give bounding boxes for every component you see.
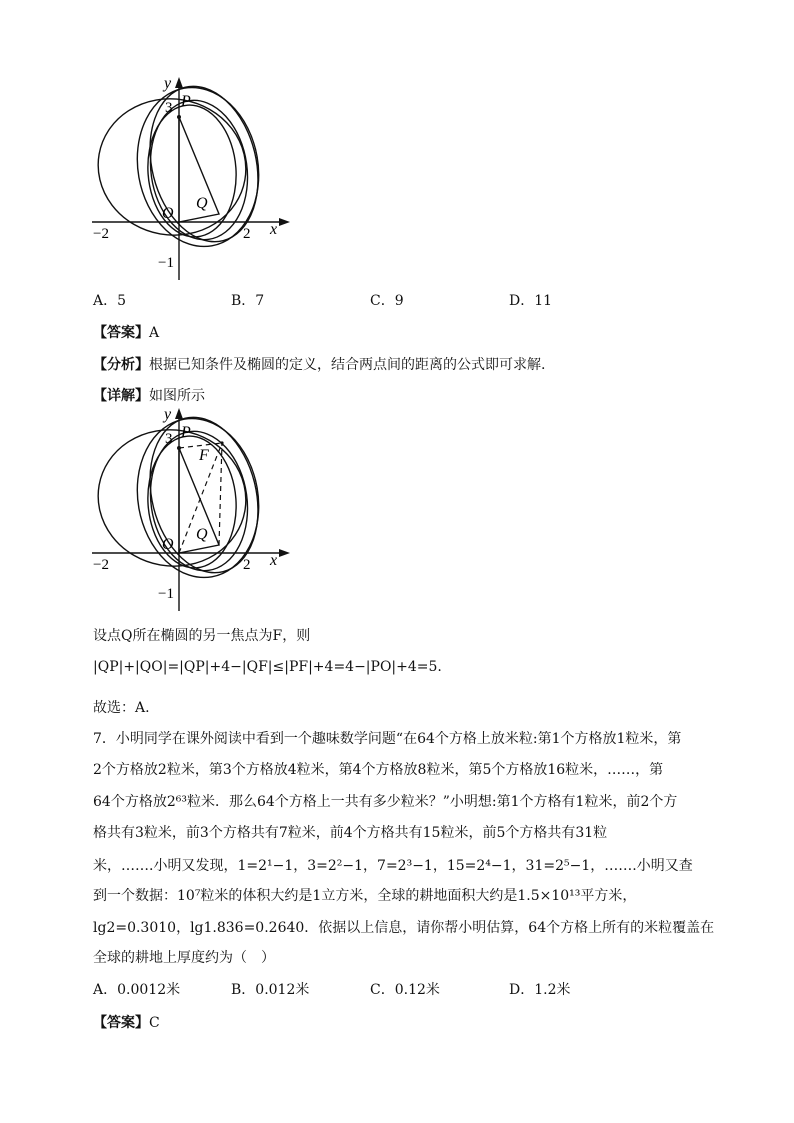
question-7-line-3: 64个方格放2⁶³粒米．那么64个方格上一共有多少粒米？”小明想:第1个方格有1粒米，前2个方 [93,794,678,810]
q7-option-b: B．0.012米 [231,982,310,998]
detail [93,385,205,405]
question-7-line-2: 2个方格放2粒米，第3个方格放4粒米，第4个方格放8粒米，第5个方格放16粒米，……，第 [93,762,664,778]
answer-tag: 【答案】 [93,325,149,341]
option-d: D．11 [509,293,553,309]
tick-label-x2: 2 [243,557,251,573]
x-axis-label: x [270,221,278,238]
choose-answer: 故选：A. [93,700,150,716]
tick-label-xm2: −2 [93,557,109,573]
analysis-tag: 【分析】 [93,357,149,373]
analysis-text: 根据已知条件及椭圆的定义，结合两点间的距离的公式即可求解. [149,357,546,373]
y-axis-label: y [164,75,172,92]
answer-value: A [149,325,160,341]
detail-tag: 【详解】 [93,388,149,404]
question-7-line-5: 米，…….小明又发现，1=2¹−1，3=2²−1，7=2³−1，15=2⁴−1，31=2⁵−1，…….小明又查 [93,858,693,874]
detail-text: 如图所示 [149,388,205,404]
equation: |QP|+|QO|=|QP|+4−|QF|≤|PF|+4=4−|PO|+4=5. [93,659,442,675]
answer-value: C [149,1015,160,1031]
tick-label-x2: 2 [243,226,251,242]
x-axis-label: x [270,552,278,569]
question-7-line-6: 到一个数据：10⁷粒米的体积大约是1立方米，全球的耕地面积大约是1.5×10¹³平方米， [93,888,637,904]
point-q-label: Q [196,526,208,543]
q7-option-c: C．0.12米 [370,982,440,998]
tick-label-ym1: −1 [158,255,174,271]
option-c: C．9 [370,293,404,309]
tick-label-xm2: −2 [93,226,109,242]
answer-2 [93,1012,160,1032]
dashed-line-qf [219,443,222,545]
point-q-label: Q [196,195,208,212]
figure-ellipses-2 [80,403,300,618]
option-b: B．7 [231,293,265,309]
tick-label-y3: 3 [165,431,173,447]
y-axis-label: y [164,406,172,423]
q7-option-d: D．1.2米 [509,982,571,998]
tick-label-ym1: −1 [158,586,174,602]
point-o-label: O [162,205,174,222]
question-7-line-1: 7．小明同学在课外阅读中看到一个趣味数学问题“在64个方格上放米粒:第1个方格放1粒米，第 [93,731,682,747]
point-o-label: O [162,536,174,553]
point-p-label: P [181,93,191,110]
q7-option-a: A．0.0012米 [93,982,181,998]
tick-label-y3: 3 [165,100,173,116]
question-7-line-8: 全球的耕地上厚度约为（ ） [93,950,275,966]
point-f-label: F [199,447,209,464]
question-7-line-4: 格共有3粒米，前3个方格共有7粒米，前4个方格共有15粒米，前5个方格共有31粒 [93,825,608,841]
analysis [93,354,545,374]
answer-1 [93,322,159,342]
answer-tag: 【答案】 [93,1015,149,1031]
question-7-line-7: lg2=0.3010，lg1.836=0.2640．依据以上信息，请你帮小明估算，64个方格上所有的米粒覆盖在 [93,920,715,936]
setup-text: 设点Q所在椭圆的另一焦点为F，则 [93,628,311,644]
option-a: A．5 [93,293,127,309]
figure-ellipses-1 [80,72,300,287]
point-p-label: P [181,424,191,441]
